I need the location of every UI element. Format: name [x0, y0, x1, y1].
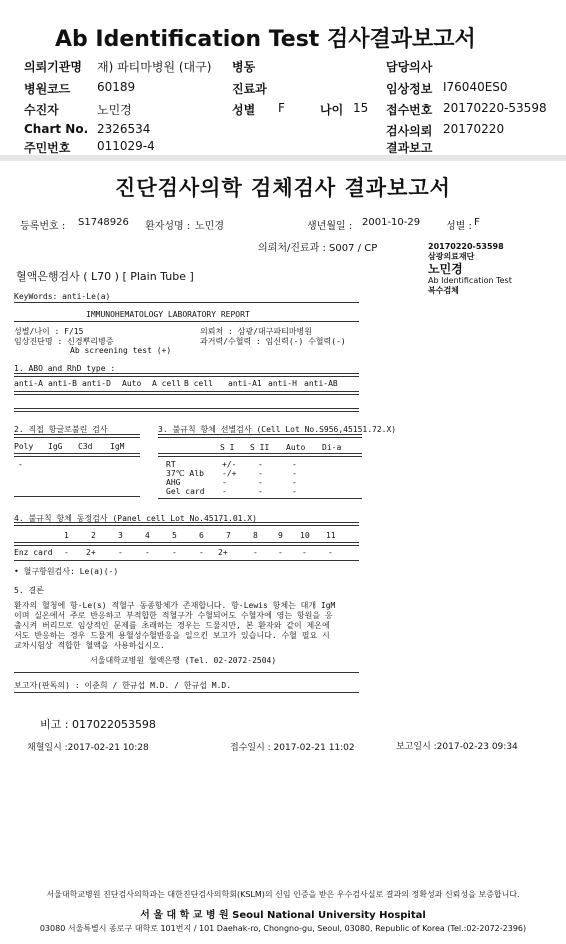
screen-col: Di-a — [322, 443, 342, 452]
panel-col: 8 — [253, 531, 258, 540]
rule — [14, 496, 140, 497]
sample-test: Ab Identification Test — [428, 276, 512, 285]
header-label: 주민번호 — [24, 141, 71, 155]
panel-row-name: Enz card — [14, 548, 53, 557]
screen-cell: - — [258, 478, 263, 487]
panel-cell: - — [278, 548, 283, 557]
panel-cell: - — [145, 548, 150, 557]
section-2-title: 2. 직접 항글로불린 검사 — [14, 425, 108, 434]
conclusion-line: 교차시험상 적합한 혈액을 사용하십시오. — [14, 641, 165, 650]
header-label: 접수번호 — [386, 103, 433, 117]
header-value: 20170220-53598 — [443, 101, 547, 115]
screen-cell: - — [292, 460, 297, 469]
conclusion-line: 환자의 혈청에 항-Le(s) 적혈구 동종항체가 존재합니다. 항-Lewis 항체는 대개 IgM — [14, 601, 336, 610]
dat-value: - — [18, 460, 23, 469]
header-label: 진료과 — [232, 82, 267, 96]
abo-col: anti-D — [82, 379, 111, 388]
rule — [14, 408, 359, 412]
screen-cell: - — [258, 469, 263, 478]
panel-col: 11 — [326, 531, 336, 540]
section-1-title: 1. ABO and RhD type : — [14, 364, 116, 373]
rule — [14, 692, 359, 693]
sex-value: F — [474, 217, 480, 228]
panel-cell: - — [302, 548, 307, 557]
screen-cell: - — [222, 478, 227, 487]
header-label: 수진자 — [24, 103, 59, 117]
panel-col: 1 — [64, 531, 69, 540]
keywords: KeyWords: anti-Le(a) — [14, 292, 111, 301]
section-3-title: 3. 불규칙 항체 선별검사 (Cell Lot No.S956,45151.72.X) — [158, 425, 397, 434]
panel-col: 2 — [91, 531, 96, 540]
panel-cell: - — [172, 548, 177, 557]
header-label: 검사의뢰 — [386, 124, 433, 138]
sex-label: 성별 : — [446, 221, 472, 232]
reg-number: S1748926 — [78, 217, 129, 228]
rule — [14, 453, 140, 457]
dept-line: 의뢰처/진료과 : S007 / CP — [258, 243, 378, 254]
sex-age: 성별/나이 : F/15 — [14, 327, 84, 336]
rule — [158, 453, 362, 457]
panel-cell: - — [64, 548, 69, 557]
abo-col: anti-A — [14, 379, 43, 388]
header-label: 결과보고 — [386, 141, 433, 155]
reporter: 보고자(판독의) : 이춘희 / 한규섭 M.D. / 한규섭 M.D. — [14, 681, 232, 690]
panel-col: 3 — [118, 531, 123, 540]
header-label: 나이 — [320, 103, 344, 117]
screen-cell: - — [292, 487, 297, 496]
rule — [14, 522, 359, 526]
header-label: 임상정보 — [386, 82, 433, 96]
header-value: 재) 파티마병원 (대구) — [97, 60, 212, 74]
section-4-title: 4. 불규칙 항체 동정검사 (Panel cell Lot No.45171.01.X) — [14, 514, 257, 523]
header-value: 15 — [353, 101, 369, 115]
screen-row-name: Gel card — [166, 487, 205, 496]
screen-row-name: AHG — [166, 478, 181, 487]
header-label: 병동 — [232, 60, 256, 74]
dat-col: Poly — [14, 442, 34, 451]
screen-cell: +/- — [222, 460, 237, 469]
header-value: 60189 — [97, 80, 136, 94]
reg-label: 등록번호 : — [20, 221, 66, 232]
dob-label: 생년월일 : — [307, 221, 353, 232]
dat-col: C3d — [78, 442, 93, 451]
header-value: F — [278, 101, 285, 115]
panel-col: 10 — [300, 531, 310, 540]
rule — [14, 391, 359, 395]
panel-col: 7 — [226, 531, 231, 540]
history: 과거력/수혈력 : 임신력(-) 수혈력(-) — [200, 337, 346, 346]
abo-col: A cell — [152, 379, 181, 388]
rule — [14, 302, 359, 303]
panel-col: 9 — [278, 531, 283, 540]
screen-row-name: RT — [166, 460, 176, 469]
abo-col: anti-A1 — [228, 379, 262, 388]
screen-col: Auto — [286, 443, 306, 452]
screen-cell: - — [258, 487, 263, 496]
collect-time: 채혈일시 :2017-02-21 10:28 — [27, 743, 149, 753]
screen-row-name: 37℃ Alb — [166, 469, 204, 478]
conclusion-line: 이며 실온에서 주로 반응하고 부적합한 적혈구가 수혈되어도 수혈자에 영는 항원을 응 — [14, 611, 333, 620]
header-value: 2326534 — [97, 122, 151, 136]
blood-bank: 서울대학교병원 혈액은행 (Tel. 02-2072-2504) — [90, 656, 277, 665]
header-label: Chart No. — [24, 122, 89, 136]
dat-col: IgM — [110, 442, 125, 451]
header-label: 담당의사 — [386, 60, 433, 74]
dat-col: IgG — [48, 442, 63, 451]
rule — [14, 542, 359, 546]
rule — [14, 434, 140, 438]
patient-name: 노민경 — [195, 221, 224, 232]
sample-patient: 노민경 — [428, 262, 463, 276]
section-5-title: 5. 결론 — [14, 586, 44, 595]
sample-id: 20170220-53598 — [428, 242, 504, 251]
conclusion-line: 서도 반응하는 경우 드물게 용혈성수혈반응을 일으킨 보고가 있습니다. 수혈 필요 시 — [14, 631, 330, 640]
document-title: Ab Identification Test 검사결과보고서 — [55, 27, 476, 52]
sample-institution: 삼광의료재단 — [428, 252, 475, 261]
panel-cell: - — [118, 548, 123, 557]
rule — [158, 434, 362, 438]
report-time: 보고일시 :2017-02-23 09:34 — [396, 742, 518, 752]
receive-time: 접수일시 : 2017-02-21 11:02 — [230, 743, 355, 753]
rule — [14, 672, 359, 673]
report-head: IMMUNOHEMATOLOGY LABORATORY REPORT — [86, 310, 250, 319]
footer-certification: 서울대학교병원 진단검사의학과는 대한진단검사의학회(KSLM)의 신임 인증을 받은 우수검사실로 결과의 정확성과 신뢰성을 보증합니다. — [46, 890, 520, 899]
rule — [14, 560, 359, 561]
screen-cell: - — [258, 460, 263, 469]
header-label: 의뢰기관명 — [24, 60, 82, 74]
header-value: 011029-4 — [97, 139, 155, 153]
rule — [14, 373, 359, 377]
header-value: 20170220 — [443, 122, 505, 136]
header-label: 성별 — [232, 103, 256, 117]
header-value: I76040ES0 — [443, 80, 508, 94]
panel-col: 5 — [172, 531, 177, 540]
panel-cell: - — [253, 548, 258, 557]
panel-cell: - — [199, 548, 204, 557]
footer-hospital: 서 울 대 학 교 병 원 Seoul National University Hospital — [140, 910, 426, 921]
section-divider — [0, 155, 566, 161]
sample-type: 복수검체 — [428, 286, 459, 295]
conclusion-line: 출시켜 버리므로 임상적인 문제를 초래하는 경우는 드물지만, 본 환자와 같이 제온에 — [14, 621, 330, 630]
patient-label: 환자성명 : — [145, 221, 191, 232]
section-title: 혈액은행검사 ( L70 ) [ Plain Tube ] — [16, 270, 194, 283]
abo-col: anti-B — [48, 379, 77, 388]
conclusion — [14, 601, 335, 651]
abo-col: B cell — [184, 379, 213, 388]
clinical-dx: 임상진단명 : 신경뿌리병증 — [14, 337, 114, 346]
screen-cell: -/+ — [222, 469, 237, 478]
clinical-dx2: Ab screening test (+) — [70, 346, 172, 355]
abo-col: anti-H — [268, 379, 297, 388]
panel-cell: 2+ — [218, 548, 228, 557]
screen-cell: - — [292, 469, 297, 478]
rule — [158, 498, 362, 499]
panel-cell: - — [328, 548, 333, 557]
sample-label — [428, 242, 512, 296]
screen-col: S I — [220, 443, 235, 452]
rule — [14, 321, 359, 322]
requester: 의뢰처 : 삼광/대구파티마병원 — [200, 327, 313, 336]
screen-cell: - — [292, 478, 297, 487]
screen-col: S II — [250, 443, 270, 452]
panel-col: 4 — [145, 531, 150, 540]
report-title: 진단검사의학 검체검사 결과보고서 — [115, 176, 451, 200]
dob-value: 2001-10-29 — [362, 217, 421, 228]
abo-col: anti-AB — [304, 379, 338, 388]
header-label: 병원코드 — [24, 82, 71, 96]
panel-col: 6 — [199, 531, 204, 540]
header-value: 노민경 — [97, 103, 132, 117]
screen-cell: - — [222, 487, 227, 496]
antigen-test: • 혈구항원검사: Le(a)(-) — [14, 567, 119, 576]
footer-address: 03080 서울특별시 종로구 대학로 101번지 / 101 Daehak-ro, Chongno-gu, Seoul, 03080, Republic of Korea (Tel.:02-2072-2396) — [39, 924, 527, 933]
panel-cell: 2+ — [86, 548, 96, 557]
note: 비고 : 017022053598 — [40, 718, 156, 731]
abo-col: Auto — [122, 379, 142, 388]
